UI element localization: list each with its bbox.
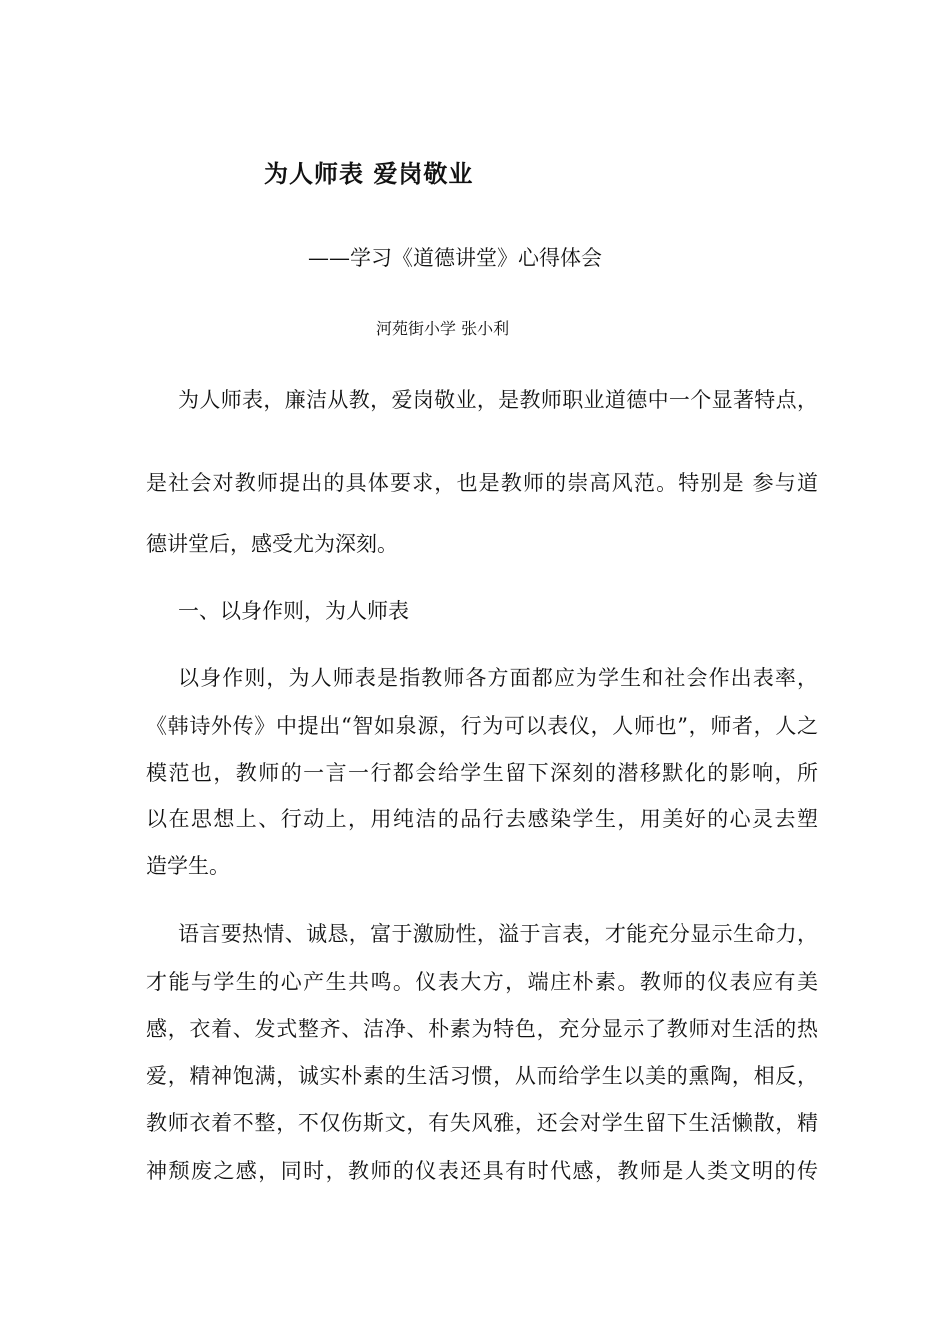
paragraph-3-line-6: 神颓废之感，同时，教师的仪表还具有时代感，教师是人类文明的传 <box>146 1159 818 1183</box>
paragraph-2-line-5: 造学生。 <box>146 854 230 878</box>
paragraph-3-line-5: 教师衣着不整，不仅伤斯文，有失风雅，还会对学生留下生活懒散，精 <box>146 1111 818 1135</box>
paragraph-3-line-1: 语言要热情、诚恳，富于激励性，溢于言表，才能充分显示生命力， <box>178 922 818 946</box>
paragraph-2-line-1: 以身作则，为人师表是指教师各方面都应为学生和社会作出表率， <box>178 666 818 690</box>
paragraph-2-line-4: 以在思想上、行动上，用纯洁的品行去感染学生，用美好的心灵去塑 <box>146 807 818 831</box>
section-heading: 一、以身作则，为人师表 <box>178 599 409 623</box>
paragraph-3-line-4: 爱，精神饱满，诚实朴素的生活习惯，从而给学生以美的熏陶，相反， <box>146 1064 818 1088</box>
document-subtitle: ——学习《道德讲堂》心得体会 <box>308 246 602 270</box>
paragraph-2-line-2: 《韩诗外传》中提出“智如泉源，行为可以表仪，人师也”，师者，人之 <box>146 714 818 738</box>
paragraph-1-line-1: 为人师表，廉洁从教，爱岗敬业，是教师职业道德中一个显著特点， <box>178 388 818 412</box>
paragraph-3-line-3: 感，衣着、发式整齐、洁净、朴素为特色，充分显示了教师对生活的热 <box>146 1017 818 1041</box>
paragraph-3-line-2: 才能与学生的心产生共鸣。仪表大方，端庄朴素。教师的仪表应有美 <box>146 970 818 994</box>
paragraph-1-line-2: 是社会对教师提出的具体要求，也是教师的崇高风范。特别是 参与道 <box>146 471 818 495</box>
paragraph-2-line-3: 模范也，教师的一言一行都会给学生留下深刻的潜移默化的影响，所 <box>146 761 818 785</box>
author-line: 河苑街小学 张小利 <box>376 319 510 338</box>
document-title: 为人师表 爱岗敬业 <box>264 159 474 188</box>
paragraph-1-line-3: 德讲堂后，感受尤为深刻。 <box>146 532 398 556</box>
